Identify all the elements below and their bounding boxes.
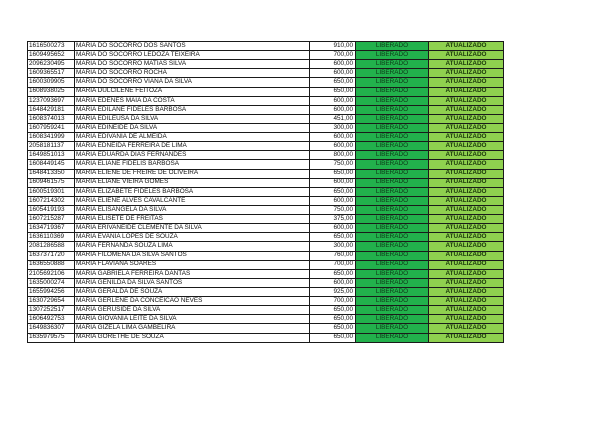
table-row [28,215,504,224]
table-row [28,306,504,315]
cell-value: 700,00 [310,51,356,60]
cell-value: 600,00 [310,224,356,233]
cell-status-badge: LIBERADO [356,123,429,132]
cell-value: 700,00 [310,260,356,269]
cell-value: 650,00 [310,269,356,278]
cell-id: 1607959241 [28,123,75,132]
cell-id: 1608341999 [28,133,75,142]
cell-status-badge: LIBERADO [356,260,429,269]
cell-id: 1609365517 [28,69,75,78]
cell-status-badge: LIBERADO [356,297,429,306]
cell-name: MARIA GENILDA DA SILVA SANTOS [75,278,310,287]
cell-status-badge: LIBERADO [356,333,429,342]
cell-name: MARIA GIZELA LIMA GAMBELIRA [75,324,310,333]
cell-id: 2096230495 [28,60,75,69]
cell-status-badge: LIBERADO [356,324,429,333]
cell-name: MARIA FLAVIANA SOARES [75,260,310,269]
cell-status-badge: LIBERADO [356,278,429,287]
table-row [28,187,504,196]
table-row [28,78,504,87]
cell-id: 1607215287 [28,215,75,224]
cell-name: MARIA GERALDA DE SOUZA [75,287,310,296]
cell-update-badge: ATUALIZADO [429,142,504,151]
cell-value: 451,00 [310,114,356,123]
cell-id: 1637371720 [28,251,75,260]
cell-status-badge: LIBERADO [356,205,429,214]
cell-status-badge: LIBERADO [356,69,429,78]
cell-update-badge: ATUALIZADO [429,169,504,178]
cell-update-badge: ATUALIZADO [429,324,504,333]
cell-id: 1616500273 [28,42,75,51]
cell-status-badge: LIBERADO [356,151,429,160]
cell-name: MARIA GERLENE DA CONCEICAO NEVES [75,297,310,306]
cell-update-badge: ATUALIZADO [429,114,504,123]
cell-status-badge: LIBERADO [356,142,429,151]
cell-name: MARIA DO SOCORRO LEDOZA TEIXEIRA [75,51,310,60]
cell-update-badge: ATUALIZADO [429,151,504,160]
table-row [28,315,504,324]
cell-value: 300,00 [310,242,356,251]
table-body [28,42,504,343]
cell-name: MARIA GERUSIDE DA SILVA [75,306,310,315]
cell-name: MARIA ELIANE FIDELIS BARBOSA [75,160,310,169]
table-row [28,96,504,105]
table-row [28,169,504,178]
cell-id: 1609461575 [28,178,75,187]
cell-id: 1635979575 [28,333,75,342]
table-row [28,242,504,251]
cell-update-badge: ATUALIZADO [429,297,504,306]
spreadsheet-table [27,41,504,343]
cell-name: MARIA DO SOCORRO ROCHA [75,69,310,78]
cell-value: 750,00 [310,205,356,214]
table-row [28,178,504,187]
cell-update-badge: ATUALIZADO [429,196,504,205]
table-row [28,60,504,69]
cell-value: 650,00 [310,324,356,333]
cell-update-badge: ATUALIZADO [429,187,504,196]
cell-update-badge: ATUALIZADO [429,269,504,278]
cell-status-badge: LIBERADO [356,215,429,224]
cell-id: 1649851013 [28,151,75,160]
cell-id: 1237093697 [28,96,75,105]
cell-status-badge: LIBERADO [356,251,429,260]
cell-value: 650,00 [310,315,356,324]
cell-update-badge: ATUALIZADO [429,42,504,51]
cell-id: 1648413350 [28,169,75,178]
cell-value: 650,00 [310,306,356,315]
cell-status-badge: LIBERADO [356,287,429,296]
table-row [28,105,504,114]
cell-status-badge: LIBERADO [356,233,429,242]
cell-name: MARIA FILOMENA DA SILVA SANTOS [75,251,310,260]
cell-name: MARIA EDENES MAIA DA COSTA [75,96,310,105]
cell-value: 600,00 [310,142,356,151]
cell-update-badge: ATUALIZADO [429,205,504,214]
cell-id: 1607214302 [28,196,75,205]
cell-update-badge: ATUALIZADO [429,215,504,224]
cell-value: 300,00 [310,123,356,132]
cell-name: MARIA EDILANE FIDELES BARBOSA [75,105,310,114]
cell-id: 1630729654 [28,297,75,306]
cell-value: 650,00 [310,187,356,196]
cell-id: 2081286588 [28,242,75,251]
table-row [28,269,504,278]
cell-name: MARIA DO SOCORRO MATIAS SILVA [75,60,310,69]
cell-name: MARIA ELIZABETE FIDELES BARBOSA [75,187,310,196]
cell-update-badge: ATUALIZADO [429,133,504,142]
cell-name: MARIA GIOVANIA LEITE DA SILVA [75,315,310,324]
cell-status-badge: LIBERADO [356,315,429,324]
cell-value: 650,00 [310,169,356,178]
cell-id: 1608938025 [28,87,75,96]
cell-update-badge: ATUALIZADO [429,51,504,60]
cell-value: 650,00 [310,87,356,96]
cell-name: MARIA DULCILENE FEITOZA [75,87,310,96]
cell-status-badge: LIBERADO [356,51,429,60]
cell-id: 1634719367 [28,224,75,233]
cell-id: 1307252517 [28,306,75,315]
table-row [28,196,504,205]
cell-value: 925,00 [310,287,356,296]
cell-id: 1605419193 [28,205,75,214]
cell-status-badge: LIBERADO [356,178,429,187]
cell-status-badge: LIBERADO [356,269,429,278]
cell-status-badge: LIBERADO [356,87,429,96]
table-row [28,42,504,51]
table-row [28,297,504,306]
cell-value: 650,00 [310,333,356,342]
table-row [28,233,504,242]
cell-name: MARIA EDUARDA DIAS FERNANDES [75,151,310,160]
cell-status-badge: LIBERADO [356,105,429,114]
cell-status-badge: LIBERADO [356,160,429,169]
cell-name: MARIA ELISANGELA DA SILVA [75,205,310,214]
table-row [28,160,504,169]
cell-update-badge: ATUALIZADO [429,278,504,287]
cell-update-badge: ATUALIZADO [429,287,504,296]
cell-id: 1600309905 [28,78,75,87]
cell-update-badge: ATUALIZADO [429,233,504,242]
table-row [28,151,504,160]
cell-value: 600,00 [310,133,356,142]
table-row [28,333,504,342]
cell-id: 1648429181 [28,105,75,114]
cell-value: 600,00 [310,105,356,114]
cell-id: 1655994256 [28,287,75,296]
cell-update-badge: ATUALIZADO [429,315,504,324]
cell-value: 750,00 [310,160,356,169]
cell-name: MARIA EDINEIDE DA SILVA [75,123,310,132]
cell-status-badge: LIBERADO [356,306,429,315]
cell-status-badge: LIBERADO [356,196,429,205]
cell-update-badge: ATUALIZADO [429,69,504,78]
cell-name: MARIA EDNEIDA FERREIRA DE LIMA [75,142,310,151]
cell-name: MARIA ELISETE DE FREITAS [75,215,310,224]
cell-id: 1608374013 [28,114,75,123]
cell-update-badge: ATUALIZADO [429,224,504,233]
cell-name: MARIA ELIANE VIEIRA GOMES [75,178,310,187]
cell-update-badge: ATUALIZADO [429,242,504,251]
cell-status-badge: LIBERADO [356,133,429,142]
cell-update-badge: ATUALIZADO [429,260,504,269]
cell-status-badge: LIBERADO [356,60,429,69]
cell-update-badge: ATUALIZADO [429,123,504,132]
cell-update-badge: ATUALIZADO [429,333,504,342]
cell-update-badge: ATUALIZADO [429,251,504,260]
cell-update-badge: ATUALIZADO [429,306,504,315]
table-row [28,205,504,214]
cell-status-badge: LIBERADO [356,242,429,251]
cell-status-badge: LIBERADO [356,169,429,178]
cell-name: MARIA DO SOCORRO DOS SANTOS [75,42,310,51]
cell-id: 1649836307 [28,324,75,333]
cell-name: MARIA GORETHE DE SOUZA [75,333,310,342]
table-row [28,51,504,60]
cell-name: MARIA GABRIELA FERREIRA DANTAS [75,269,310,278]
cell-id: 1606492753 [28,315,75,324]
table-row [28,114,504,123]
cell-update-badge: ATUALIZADO [429,87,504,96]
cell-status-badge: LIBERADO [356,42,429,51]
cell-value: 600,00 [310,60,356,69]
table-row [28,260,504,269]
cell-name: MARIA ELIENE DE FREIRE DE OLIVEIRA [75,169,310,178]
cell-id: 1636550888 [28,260,75,269]
table-row [28,224,504,233]
cell-update-badge: ATUALIZADO [429,60,504,69]
cell-name: MARIA ERIVANEIDE CLEMENTE DA SILVA [75,224,310,233]
table-row [28,87,504,96]
cell-value: 700,00 [310,297,356,306]
cell-name: MARIA FERNANDA SOUZA LIMA [75,242,310,251]
cell-status-badge: LIBERADO [356,187,429,196]
cell-status-badge: LIBERADO [356,96,429,105]
cell-status-badge: LIBERADO [356,224,429,233]
cell-name: MARIA EVANIA LOPES DE SOUZA [75,233,310,242]
cell-update-badge: ATUALIZADO [429,160,504,169]
cell-update-badge: ATUALIZADO [429,105,504,114]
cell-value: 375,00 [310,215,356,224]
cell-update-badge: ATUALIZADO [429,178,504,187]
cell-value: 600,00 [310,96,356,105]
table-row [28,142,504,151]
cell-value: 600,00 [310,278,356,287]
cell-id: 1635000274 [28,278,75,287]
cell-id: 1636110369 [28,233,75,242]
cell-name: MARIA EDILEUSA DA SILVA [75,114,310,123]
cell-update-badge: ATUALIZADO [429,78,504,87]
cell-value: 760,00 [310,251,356,260]
cell-id: 2105692106 [28,269,75,278]
cell-status-badge: LIBERADO [356,114,429,123]
table-row [28,251,504,260]
cell-id: 1608449145 [28,160,75,169]
cell-value: 800,00 [310,151,356,160]
cell-update-badge: ATUALIZADO [429,96,504,105]
cell-name: MARIA DO SOCORRO VIANA DA SILVA [75,78,310,87]
cell-name: MARIA EDIVANIA DE ALMEIDA [75,133,310,142]
table-row [28,69,504,78]
table-row [28,278,504,287]
table-row [28,133,504,142]
cell-id: 2058181137 [28,142,75,151]
cell-value: 650,00 [310,78,356,87]
cell-value: 600,00 [310,69,356,78]
cell-id: 1600519301 [28,187,75,196]
cell-value: 910,00 [310,42,356,51]
table-row [28,287,504,296]
table-row [28,324,504,333]
cell-status-badge: LIBERADO [356,78,429,87]
cell-id: 1609495652 [28,51,75,60]
cell-value: 600,00 [310,178,356,187]
table-row [28,123,504,132]
cell-value: 600,00 [310,196,356,205]
cell-value: 650,00 [310,233,356,242]
cell-name: MARIA ELIENE ALVES CAVALCANTE [75,196,310,205]
